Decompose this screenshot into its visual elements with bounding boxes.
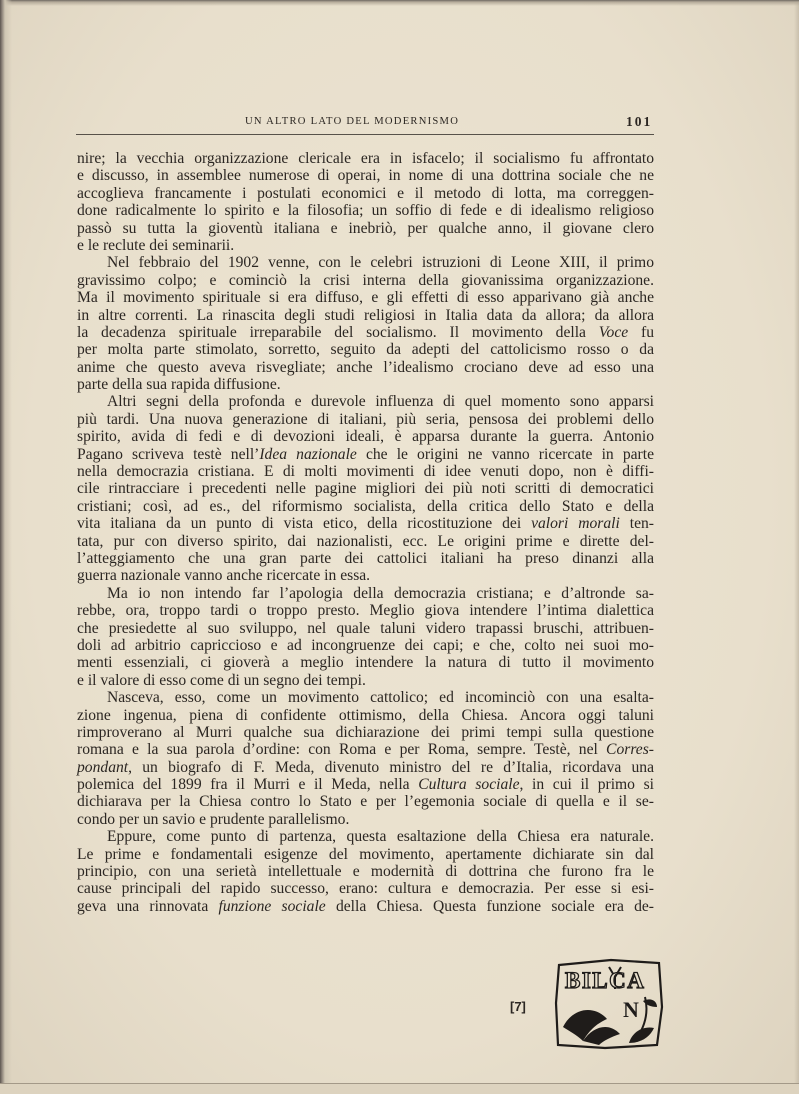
text-line: Eppure, come punto di partenza, questa esaltazione della Chiesa era naturale. — [107, 828, 654, 846]
text-line: done radicalmente lo spirito e la filosofia; un soffio di fede e di idealismo religioso — [77, 202, 654, 220]
text-line: Nasceva, esso, come un movimento cattolico; ed incominciò con una esalta- — [107, 689, 654, 707]
text-line: e discusso, in assemblee numerose di operai, in nome di una dottrina sociale che ne — [77, 167, 654, 185]
text-line: per molta parte stimolato, sorretto, seguito da adepti del cattolicismo rosso o da — [77, 341, 654, 359]
library-stamp-graphic — [553, 957, 665, 1051]
text-line: rimproverano al Murri qualche sua dichiarazione dei primi tempi sulla questione — [77, 723, 654, 741]
text-line: più tardi. Una nuova generazione di italiani, più seria, pensosa dei problemi dello — [77, 410, 654, 428]
text-line: Nel febbraio del 1902 venne, con le celebri istruzioni di Leone XIII, il primo — [107, 254, 654, 272]
text-line: e il valore di esso come di un segno dei tempi. — [77, 671, 366, 689]
paragraph — [77, 150, 654, 254]
text-line: l’atteggiamento che una gran parte dei cattolici italiani ha preso dinanzi alla — [77, 549, 654, 567]
italic-text: funzione sociale — [218, 897, 326, 915]
text-line: accoglieva francamente i postulati economici e il metodo di lotta, ma correggen- — [77, 184, 654, 202]
text-line: rebbe, ora, troppo tardi o troppo presto. Meglio giova intendere l’intima dialettica — [77, 602, 654, 620]
italic-text: Voce — [598, 323, 629, 341]
text-line: in altre correnti. La rinascita degli studi religiosi in Italia data da allora; da allora — [77, 306, 654, 324]
italic-text: valori morali — [531, 515, 620, 533]
stamp-top-letters: BILCA — [565, 968, 646, 993]
text-line: nella democrazia cristiana. E di molti movimenti di idee venuti dopo, non è diffi- — [77, 463, 654, 481]
text-line: cause principali del rapido successo, erano: cultura e democrazia. Per esse si esi- — [77, 880, 654, 898]
text-line: guerra nazionale vanno anche ricercate in essa. — [77, 567, 371, 585]
text-line: principio, con una serietà intellettuale e modernità di dottrina che furono fra le — [77, 863, 654, 881]
paragraph — [77, 828, 654, 915]
paragraph — [77, 689, 654, 828]
text-line: polemica del 1899 fra il Murri e il Meda, nella Cultura sociale, in cui il primo si — [77, 776, 654, 794]
paragraph — [77, 254, 654, 393]
italic-text: pondant — [77, 758, 129, 776]
text-line: la decadenza spirituale irreparabile del socialismo. Il movimento della Voce fu — [77, 323, 654, 341]
text-line: menti essenziali, ci gioverà a meglio intendere la natura di tutto il movimento — [77, 654, 654, 672]
text-line: che presiedette al suo sviluppo, nel quale taluni videro trapassi bruschi, attribuen- — [77, 619, 654, 637]
text-line: vita italiana da un punto di vista etico, della ricostituzione dei valori morali ten- — [77, 515, 654, 533]
text-line: cristiani; così, ad es., del riformismo socialista, della critica dello Stato e della — [77, 497, 654, 515]
text-line: condo per un savio e prudente parallelismo. — [77, 810, 350, 828]
text-line: spirito, avida di fedi e di devozioni ideali, è apparsa durante la guerra. Antonio — [77, 428, 654, 446]
italic-text: Idea nazionale — [259, 445, 357, 463]
text-line: doli ad arbitrio capriccioso e ad incongruenze dei capi; e che, colto nei suoi mo- — [77, 636, 654, 654]
text-line: Ma il movimento spirituale si era diffuso, e gli effetti di esso apparivano già anche — [77, 289, 654, 307]
text-line: e le reclute dei seminarii. — [77, 236, 235, 254]
text-line: Altri segni della profonda e durevole influenza di quel momento sono apparsi — [107, 393, 654, 411]
text-line: parte della sua rapida diffusione. — [77, 376, 281, 394]
text-line: pondant, un biografo di F. Meda, divenuto ministro del re d’Italia, ricordava una — [77, 758, 654, 776]
text-line: Le prime e fondamentali esigenze del movimento, apertamente dichiarate sin dal — [77, 845, 654, 863]
signature-mark: [7] — [510, 999, 526, 1014]
text-line: geva una rinnovata funzione sociale della Chiesa. Questa funzione sociale era de- — [77, 897, 654, 915]
header-rule — [76, 134, 654, 135]
page-bottom-edge — [0, 1083, 799, 1094]
text-line: dichiarava per la Chiesa contro lo Stato e per l’egemonia sociale di quella e il se- — [77, 793, 654, 811]
page-number: 101 — [626, 114, 653, 129]
text-line: passò su tutta la gioventù italiana e inebriò, per qualche anno, il giovane clero — [77, 219, 654, 237]
text-line: Pagano scriveva testè nell’Idea nazionale che le origini ne vanno ricercate in parte — [77, 445, 654, 463]
italic-text: Cultura sociale — [418, 776, 520, 794]
text-line: romana e la sua parola d’ordine: con Roma e per Roma, sempre. Testè, nel Corres- — [77, 741, 654, 759]
library-stamp — [553, 957, 665, 1051]
text-line: tata, pur con diverso spirito, dai nazionalisti, ecc. Le origini prime e dirette del- — [77, 532, 654, 550]
italic-text: Corres- — [606, 741, 654, 759]
text-line: nire; la vecchia organizzazione clericale era in isfacelo; il socialismo fu affrontato — [77, 150, 654, 167]
paragraph — [77, 585, 654, 689]
text-line: gravissimo colpo; e cominciò la crisi interna della giovanissima organizzazione. — [77, 271, 654, 289]
body-text — [77, 150, 654, 915]
running-title: UN ALTRO LATO DEL MODERNISMO — [245, 116, 460, 127]
paragraph — [77, 393, 654, 584]
text-line: cile rintracciare i precedenti nelle pagine migliori dei più noti scritti di democratici — [77, 480, 654, 498]
text-line: zione ingenua, piena di confidente ottimismo, della Chiesa. Ancora oggi taluni — [77, 706, 654, 724]
stamp-small-leaf — [643, 999, 657, 1007]
text-line: anime che questo aveva risvegliate; anche l’idealismo crociano deve ad esso una — [77, 358, 654, 376]
text-line: Ma io non intendo far l’apologia della democrazia cristiana; e d’altronde sa- — [107, 584, 654, 602]
stamp-lower-letter: N — [623, 997, 639, 1022]
